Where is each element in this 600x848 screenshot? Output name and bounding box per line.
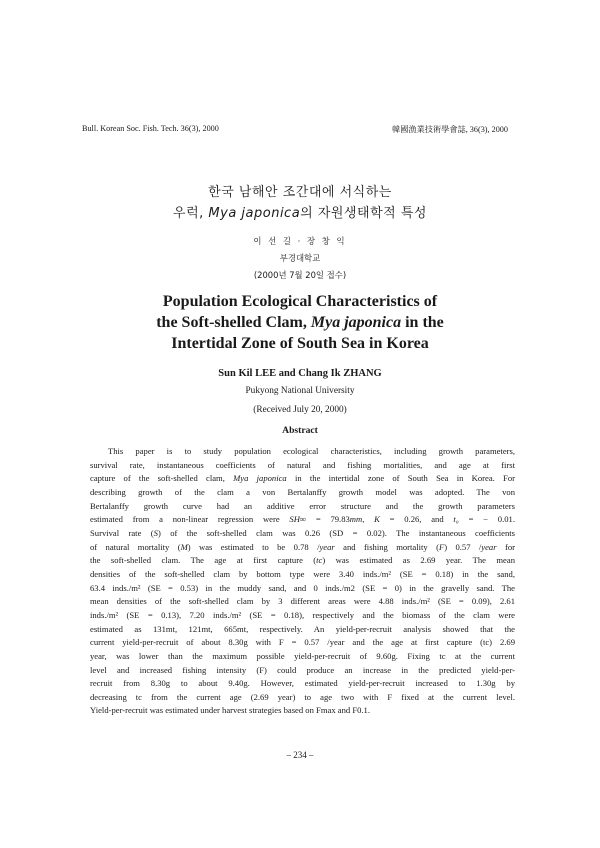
abstract-text: for — [496, 541, 515, 552]
abstract-line: decreasing tc from the current age (2.69 year) to age two with F fixed at the current level. — [90, 691, 515, 702]
korean-affiliation: 부경대학교 — [279, 253, 321, 263]
page-number: – 234 – — [286, 750, 314, 760]
abstract-line: Yield-per-recruit was estimated under harvest strategies based on Fmax and F0.1. — [90, 705, 370, 716]
abstract-text: Survival rate ( — [90, 527, 154, 538]
abstract-line: estimated as 131mt, 121mt, 665mt, respectively. An yield-per-recruit analysis showed that the — [90, 623, 515, 634]
abstract-line — [90, 527, 515, 541]
korean-title-line1: 한국 남해안 조간대에 서식하는 — [208, 185, 392, 200]
english-affiliation: Pukyong National University — [245, 386, 355, 396]
abstract-line: This paper is to study population ecological characteristics, including growth parameters, — [108, 446, 515, 456]
abstract-symbol: F — [438, 541, 445, 552]
abstract-text: , — [362, 514, 375, 525]
korean-title-species: Mya japonica — [208, 206, 301, 221]
abstract-symbol: t₀ — [453, 514, 459, 525]
abstract-text: capture of the soft-shelled clam, — [90, 473, 234, 484]
abstract-symbol: K — [374, 514, 380, 525]
abstract-unit: year — [319, 541, 335, 552]
abstract-symbol: M — [180, 541, 188, 552]
abstract-line: year, was lower than the maximum possible yield-per-recruit of 9.60g. Fixing tc at the current — [90, 650, 515, 661]
english-title-species: Mya japonica — [310, 314, 402, 331]
abstract-species: Mya japonica — [233, 473, 287, 484]
abstract-line: level and increased fishing intensity (F) could produce an increase in the predicted yield-per- — [90, 664, 515, 675]
abstract-text: = − 0.01. — [458, 514, 515, 525]
english-title-line2 — [0, 312, 600, 333]
abstract-symbol: tc — [316, 555, 323, 566]
abstract-text: the soft-shelled clam. The age at first capture ( — [90, 555, 317, 566]
abstract-heading: Abstract — [282, 425, 318, 436]
abstract-text: = 79.83 — [306, 514, 350, 525]
journal-header-left: Bull. Korean Soc. Fish. Tech. 36(3), 2000 — [82, 124, 219, 133]
abstract-line: mean densities of the soft-shelled clam by 3 different areas were 4.88 inds./m² (SE = 0.09), 2.61 — [90, 596, 515, 607]
abstract-text: ) 0.57 / — [444, 541, 482, 552]
abstract-text: of natural mortality ( — [90, 541, 181, 552]
english-title-part-a: the Soft-shelled Clam, — [156, 314, 311, 331]
abstract-line: Bertalanffy growth curve had an additive error structure and the growth parameters — [90, 500, 515, 511]
english-received: (Received July 20, 2000) — [253, 405, 347, 415]
abstract-text: estimated from a non-linear regression were — [90, 514, 290, 525]
english-title-line1: Population Ecological Characteristics of — [162, 293, 438, 310]
abstract-text: ) was estimated to be 0.78 / — [187, 541, 320, 552]
english-title-part-b: in the — [401, 314, 444, 331]
abstract-line — [90, 554, 515, 568]
abstract-text: = 0.26, and — [379, 514, 454, 525]
abstract-symbol: S — [153, 527, 158, 538]
abstract-line: inds./m² (SE = 0.13), 7.20 inds./m² (SE = 0.18), respectively and the biomass of the clam were — [90, 609, 515, 620]
abstract-line: recruit from 8.30g to about 9.40g. However, estimated yield-per-recruit increased to 1.30g by — [90, 678, 515, 689]
abstract-line: current yield-per-recruit of about 8.30g with F = 0.57 /year and the age at first capture (tc) 2.69 — [90, 637, 515, 648]
abstract-unit: mm — [349, 514, 363, 525]
abstract-text: and fishing mortality ( — [334, 541, 439, 552]
korean-title-part-b: 의 자원생태학적 특성 — [300, 206, 427, 221]
korean-authors: 이 선 길 · 장 창 익 — [253, 236, 347, 246]
abstract-text: ) of the soft-shelled clam was 0.26 (SD = 0.02). The instantaneous coefficients — [157, 527, 515, 538]
abstract-unit: year — [481, 541, 497, 552]
english-title-line3: Intertidal Zone of South Sea in Korea — [171, 335, 429, 352]
abstract-line — [90, 541, 515, 555]
abstract-line: survival rate, instantaneous coefficients of natural and fishing mortalities, and age at first — [90, 459, 515, 470]
korean-received: (2000년 7월 20일 접수) — [253, 270, 347, 280]
abstract-line — [90, 513, 515, 527]
journal-header-right: 韓國漁業技術學會誌, 36(3), 2000 — [392, 125, 508, 134]
english-title — [0, 291, 600, 354]
abstract-text: in the intertidal zone of South Sea in Korea. For — [286, 473, 515, 484]
korean-title-line2 — [0, 202, 600, 221]
abstract-line — [90, 472, 515, 486]
abstract-line: 63.4 inds./m² (SE = 0.53) in the muddy sand, and 0 inds./m2 (SE = 0) in the gravelly sand. The — [90, 582, 515, 593]
english-authors: Sun Kil LEE and Chang Ik ZHANG — [218, 368, 382, 379]
abstract-line: describing growth of the clam a von Bertalanffy growth model was adopted. The von — [90, 486, 515, 497]
abstract-body — [90, 445, 515, 718]
abstract-symbol: SH∞ — [289, 514, 307, 525]
korean-title-part-a: 우럭, — [173, 206, 209, 221]
abstract-line: densities of the soft-shelled clam by bottom type were 3.40 inds./m² (SE = 0.18) in the sand, — [90, 568, 515, 579]
abstract-text: ) was estimated as 2.69 year. The mean — [322, 555, 515, 566]
